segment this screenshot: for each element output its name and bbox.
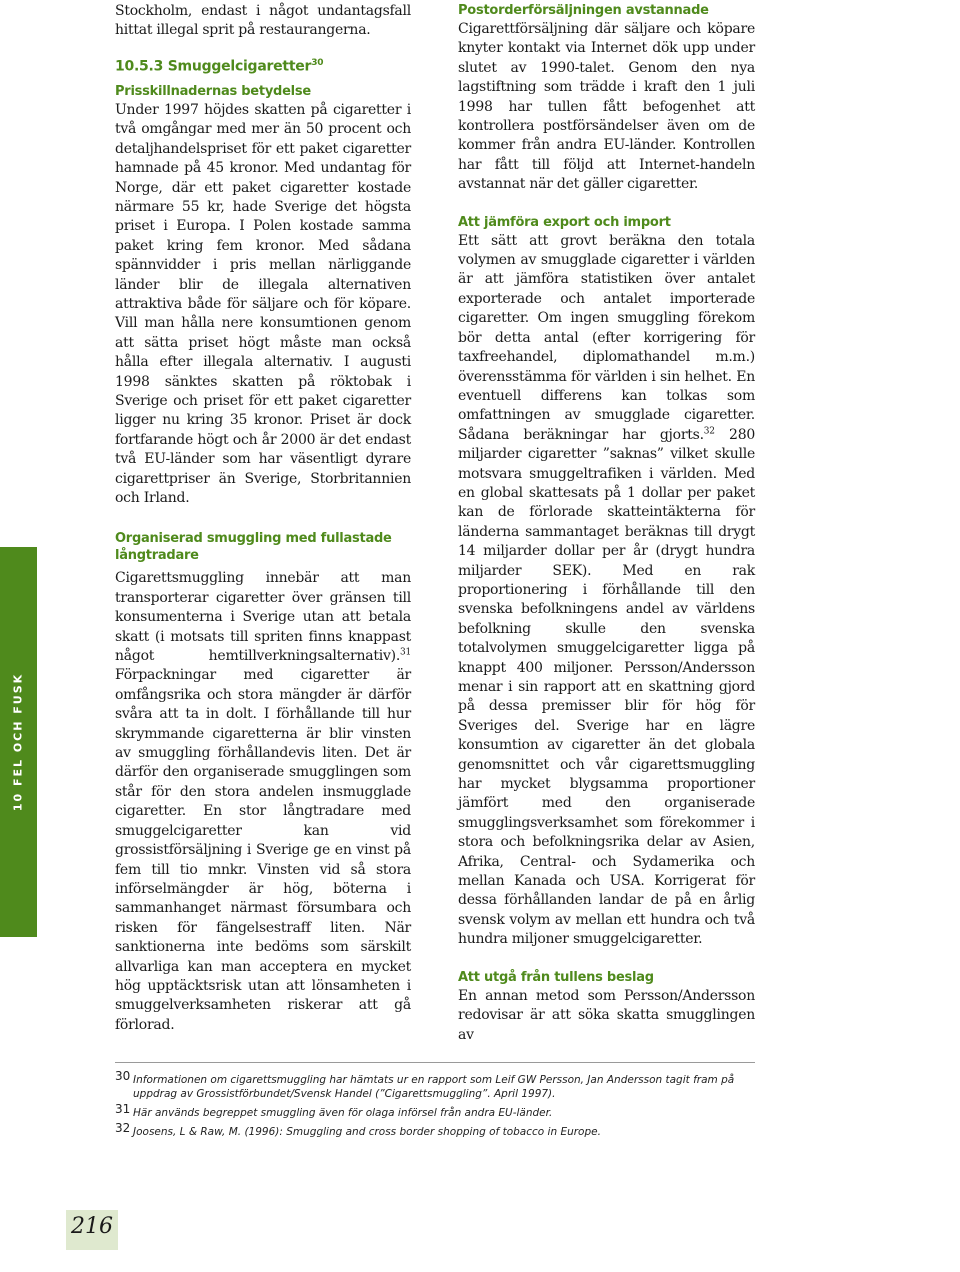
footnote-ref-31: 31 (400, 647, 411, 658)
body-organised-smuggling-part1: Cigarettsmuggling innebär att man transporterar cigaretter över gränsen till konsumenterna i Sverige utan att betala skatt (i motsats till spriten finns knappast något hemtillverkningsalternativ). (115, 570, 411, 665)
body-mail-order: Cigarettförsäljning där säljare och köpare knyter kontakt via Internet dök upp under slutet av 1990-talet. Genom den nya lagstiftning som trädde i kraft den 1 juli 1998 har tullen fått befogenhet att kontrollera postförsändelser även om de kommer från andra EU-länder. Kontrollen har fått till följd att Internet-handeln avstannat när det gäller cigaretter. (458, 21, 755, 193)
body-organised-smuggling-part2: Förpackningar med cigaretter är omfångsrika och stora mängder är därför svåra att ta in dolt. I förhållande till hur skrymmande cigaretterna är blir vinsten av smuggling förhållandevis liten. Det är därför den organiserade smugglingen som står för den stora andelen insmugglade cigaretter. En stor långtradare med smuggelcigaretter kan vid grossistförsäljning i Sverige ge en vinst på fem till tio mnkr. Vinsten vid så stora införselmängder är hög, böterna i sammanhanget närmast försumbara och risken för fängelsestraff liten. När sanktionerna inte bedöms som särskilt allvarliga kan man acceptera en mycket hög upptäcktsrisk utan att lönsamheten i smuggelverksamheten riskerar att gå förlorad. (115, 667, 411, 1033)
footnote-text: Joosens, L & Raw, M. (1996): Smuggling and cross border shopping of tobacco in Europe. (133, 1126, 601, 1138)
footnote (115, 1102, 755, 1120)
footnote-text: Här används begreppet smuggling även för olaga införsel från andra EU-länder. (133, 1107, 553, 1119)
footnote (115, 1069, 755, 1101)
right-column (458, 2, 755, 1045)
footnote-text: Informationen om cigarettsmuggling har hämtats ur en rapport som Leif GW Persson, Jan Andersson tagit fram på uppdrag av Grossistförbundet/Svensk Handel (”Cigarettsmuggling”. April 1997). (133, 1074, 735, 1100)
footnote (115, 1121, 755, 1139)
section-heading (115, 54, 411, 77)
side-tab-label: 10 FEL OCH FUSK (11, 672, 25, 812)
subheading-price-differences: Prisskillnadernas betydelse (115, 83, 311, 99)
subheading-mail-order: Postorderförsäljningen avstannade (458, 3, 709, 18)
footnote-ref-32: 32 (703, 426, 715, 437)
page-number: 216 (71, 1214, 113, 1239)
body-organised-smuggling (115, 569, 411, 1035)
body-customs-seizures: En annan metod som Persson/Andersson redovisar är att söka skatta smugglingen av (458, 987, 755, 1043)
subheading-organised-smuggling: Organiserad smuggling med fullastade långtradare (115, 531, 392, 564)
subheading-export-import: Att jämföra export och import (458, 214, 671, 230)
body-export-import-part2: 280 miljarder cigaretter ”saknas” vilket skulle motsvara smuggeltrafiken i världen. Med en global skattesats på 1 dollar per paket kan de förlorade skatteintäkterna för länderna sammantaget beräknas till drygt 14 miljarder dollar per år (drygt hundra miljarder SEK). Med en rak proportionering i förhållande till den svenska befolkningens andel av världens befolkning skulle den svenska totalvolymen smuggelcigaretter ligga på knappt 400 miljoner. Persson/Andersson menar i sin rapport att en skattning gjord på dessa premisser blir för hög för Sveriges del. Sverige har en lägre konsumtion av cigaretter än det globala genomsnittet och vår cigarettsmuggling har mycket blygsamma proportioner jämfört med den organiserade smugglingsverksamhet som förekommer i stora och befolkningsrika delar av Asien, Afrika, Central- och Sydamerika och mellan Kanada och USA. Korrigerat för dessa förhållanden landar de på en årlig svensk volym av mellan ett hundra och två hundra miljoner smuggelcigaretter. (458, 426, 756, 948)
subheading-customs-seizures: Att utgå från tullens beslag (458, 969, 654, 985)
footnote-number: 30 (115, 1069, 131, 1083)
body-price-differences: Under 1997 höjdes skatten på cigaretter i två omgångar med mer än 50 procent och detaljhandelspriset för ett paket cigaretter hamnade på 45 kronor. Med undantag för Norge, där ett paket cigaretter kostade närmare 55 kr, hade Sverige det högsta priset i Europa. I Polen kostade samma paket kring fem kronor. Med sådana spännvidder i pris mellan närliggande länder blir de illegala alternativen attraktiva både för säljare och för köpare. Vill man hålla nere konsumtionen genom att sätta priset högt måste man också hålla efter illegala alternativ. I augusti 1998 sänktes skatten på röktobak i Sverige och priset för ett paket cigaretter ligger nu kring 35 kronor. Priset är dock fortfarande högt och år 2000 är det endast två EU-länder som har väsentligt dyrare cigarettpriser än Sverige, Storbritannien och Irland. (115, 101, 411, 506)
section-title: 10.5.3 Smuggelcigaretter (115, 58, 312, 75)
footnote-number: 31 (115, 1102, 131, 1116)
intro-paragraph: Stockholm, endast i något undantagsfall hittat illegal sprit på restaurangerna. (115, 3, 411, 39)
footnote-number: 32 (115, 1121, 131, 1135)
left-column (115, 2, 411, 1035)
section-footnote-ref: 30 (311, 57, 324, 68)
body-export-import (458, 232, 755, 950)
body-export-import-part1: Ett sätt att grovt beräkna den totala volymen av smugglade cigaretter i världen är att jämföra statistiken över antalet exporterade och antalet importerade cigaretter. Om ingen smuggling förekom bör detta antal (efter korrigering för taxfreehandel, diplomathandel m.m.) överensstämma för världen i sin helhet. En eventuell differens kan tolkas som omfattningen av smugglade cigaretter. Sådana beräkningar har gjorts. (458, 232, 755, 443)
footnote-divider (115, 1062, 755, 1063)
footnotes (115, 1069, 755, 1144)
